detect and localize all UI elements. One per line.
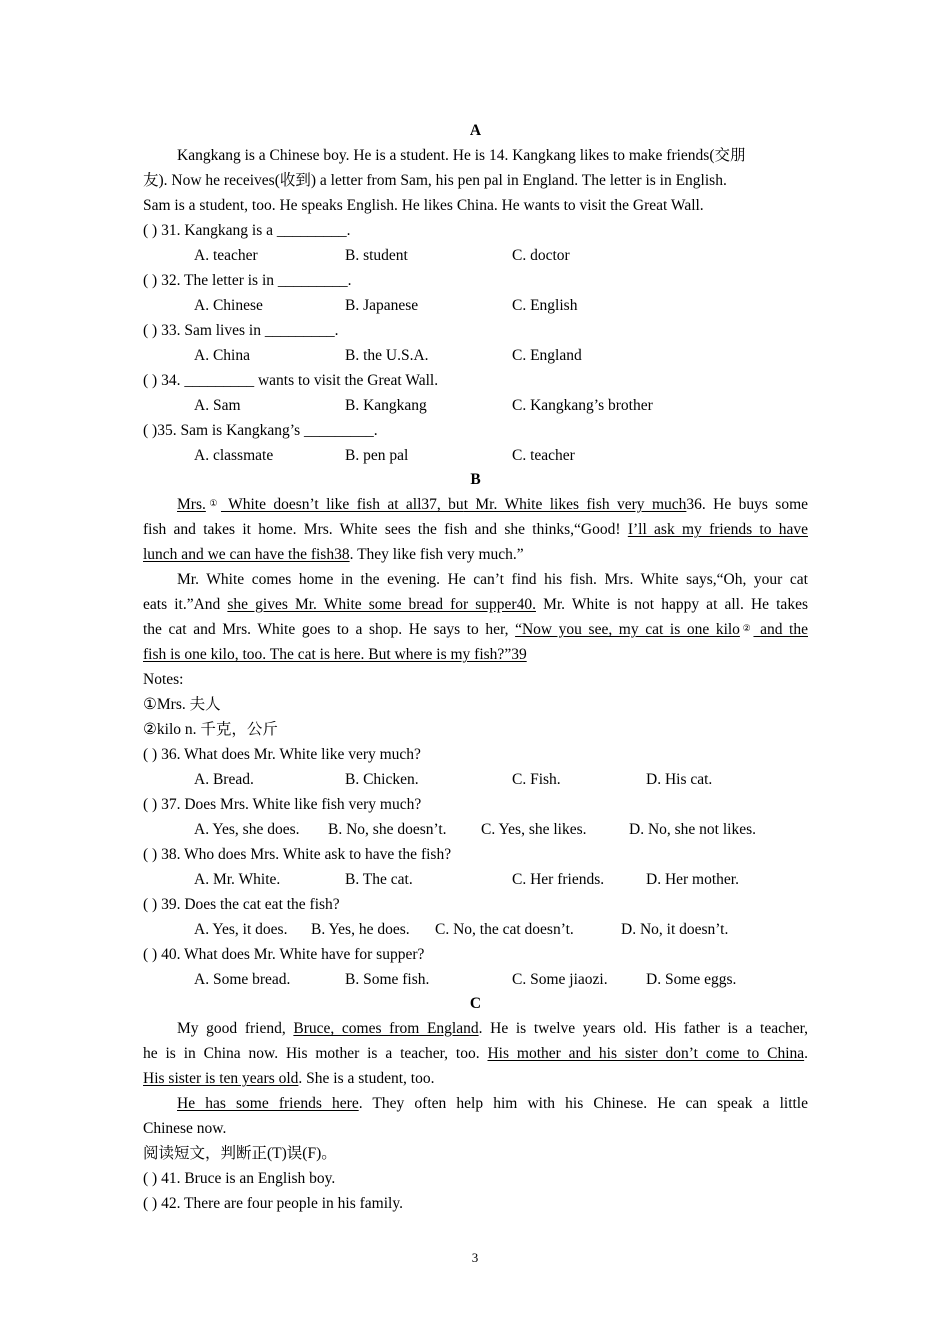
question-40: ( ) 40. What does Mr. White have for supper? [143,946,425,963]
options-37 [143,817,808,842]
underlined-phrase: she gives Mr. White some bread for supper40. [227,596,536,613]
section-b-title: B [470,471,481,488]
option-c: C. Yes, she likes. [481,821,587,838]
option-b: B. Kangkang [345,397,427,414]
passage-b-line [143,642,808,667]
option-d: D. His cat. [646,771,713,788]
question-34: ( ) 34. _________ wants to visit the Great Wall. [143,372,439,389]
option-c: C. Fish. [512,771,561,788]
option-d: D. No, she not likes. [629,821,757,838]
exam-page [143,118,808,1216]
passage-b-line: Mr. White comes home in the evening. He can’t find his fish. Mrs. White says,“Oh, your cat [177,571,808,588]
passage-a-line: Sam is a student, too. He speaks English. He likes China. He wants to visit the Great Wall. [143,197,704,214]
option-c: C. Some jiaozi. [512,971,608,988]
option-a: A. Some bread. [194,971,291,988]
option-d: D. Her mother. [646,871,739,888]
question-33: ( ) 33. Sam lives in _________. [143,322,339,339]
passage-b-line [143,492,808,517]
option-b: B. pen pal [345,447,409,464]
question-41: ( ) 41. Bruce is an English boy. [143,1170,336,1187]
options-34 [143,393,808,418]
passage-c-line: Chinese now. [143,1120,227,1137]
option-c: C. No, the cat doesn’t. [435,921,574,938]
option-b: B. No, she doesn’t. [328,821,447,838]
options-35 [143,443,808,468]
option-b: B. Yes, he does. [311,921,410,938]
passage-c-line [143,1066,808,1091]
option-b: B. Japanese [345,297,419,314]
passage-b-line [143,542,808,567]
text-run: Mr. White is not happy at all. He takes [535,596,808,613]
option-a: A. China [194,347,250,364]
option-c: C. teacher [512,447,575,464]
option-d: D. Some eggs. [646,971,737,988]
question-37: ( ) 37. Does Mrs. White like fish very much? [143,796,422,813]
question-38: ( ) 38. Who does Mrs. White ask to have the fish? [143,846,452,863]
text-run: My good friend, [177,1020,294,1037]
underlined-phrase: and the [753,621,808,638]
text-run: . They like fish very much.” [349,546,524,563]
passage-a-line: 友). Now he receives(收到) a letter from Sam, his pen pal in England. The letter is in English. [143,172,727,189]
option-a: A. Mr. White. [194,871,281,888]
section-a-title: A [469,122,482,139]
text-run: . [804,1045,809,1062]
question-39: ( ) 39. Does the cat eat the fish? [143,896,340,913]
question-42: ( ) 42. There are four people in his family. [143,1195,403,1212]
underlined-phrase: t Mr. White likes fish very much [463,496,687,513]
option-c: C. England [512,347,582,364]
passage-c-line [143,1041,808,1066]
text-run: . She is a student, too. [298,1070,435,1087]
option-a: A. teacher [194,247,258,264]
underlined-phrase: His sister is ten years old [143,1070,299,1087]
underlined-phrase: He has some friends here [177,1095,359,1112]
note-marker: ① [205,498,221,508]
option-c: C. English [512,297,578,314]
option-b: B. student [345,247,408,264]
passage-b-line [143,517,808,542]
underlined-phrase: Mrs. [177,496,206,513]
section-c-title: C [469,995,482,1012]
passage-b-line [143,592,808,617]
page-number: 3 [471,1250,479,1265]
question-31: ( ) 31. Kangkang is a _________. [143,222,351,239]
text-run: he is in China now. His mother is a teacher, too. [143,1045,488,1062]
option-c: C. doctor [512,247,570,264]
underlined-phrase: I’ll ask my friends to have [627,521,808,538]
options-32 [143,293,808,318]
option-c: C. Her friends. [512,871,605,888]
option-b: B. The cat. [345,871,413,888]
note-item: ②kilo n. 千克，公斤 [143,721,278,738]
text-run: eats it.”And [143,596,228,613]
question-32: ( ) 32. The letter is in _________. [143,272,352,289]
options-40 [143,967,808,992]
question-35: ( )35. Sam is Kangkang’s _________. [143,422,378,439]
notes-heading: Notes: [143,671,184,688]
text-run: 36. He buys some [686,496,809,513]
option-a: A. classmate [194,447,274,464]
underlined-phrase: His mother and his sister don’t come to China [487,1045,805,1062]
passage-c-line [143,1016,808,1041]
underlined-phrase: White doesn’t like fish at all37, bu [220,496,464,513]
underlined-phrase: “Now you see, my cat is one kilo [515,621,740,638]
text-run: fish and takes it home. Mrs. White sees the fish and she thinks,“Good! [143,521,628,538]
option-a: A. Yes, she does. [194,821,300,838]
option-b: B. the U.S.A. [345,347,429,364]
option-a: A. Yes, it does. [194,921,288,938]
options-39 [143,917,808,942]
option-a: A. Sam [194,397,241,414]
options-36 [143,767,808,792]
passage-a-line: Kangkang is a Chinese boy. He is a student. He is 14. Kangkang likes to make friends(交朋 [177,147,746,164]
text-run: . They often help him with his Chinese. He can speak a little [358,1095,808,1112]
options-33 [143,343,808,368]
note-marker: ② [739,623,754,633]
options-38 [143,867,808,892]
options-31 [143,243,808,268]
underlined-phrase: lunch and we can have the fish38 [143,546,350,563]
text-run: the cat and Mrs. White goes to a shop. He says to her, [143,621,516,638]
instruction: 阅读短文，判断正(T)误(F)。 [143,1145,337,1162]
option-d: D. No, it doesn’t. [621,921,729,938]
note-item: ①Mrs. 夫人 [143,696,221,713]
passage-c-line [143,1091,808,1116]
option-c: C. Kangkang’s brother [512,397,653,414]
underlined-phrase: fish is one kilo, too. The cat is here. But where is my fish?”39 [143,646,527,663]
passage-b-line [143,617,808,642]
option-a: A. Chinese [194,297,263,314]
option-a: A. Bread. [194,771,254,788]
text-run: . He is twelve years old. His father is a teacher, [478,1020,808,1037]
option-b: B. Some fish. [345,971,430,988]
option-b: B. Chicken. [345,771,419,788]
question-36: ( ) 36. What does Mr. White like very much? [143,746,421,763]
underlined-phrase: Bruce, comes from England [293,1020,479,1037]
